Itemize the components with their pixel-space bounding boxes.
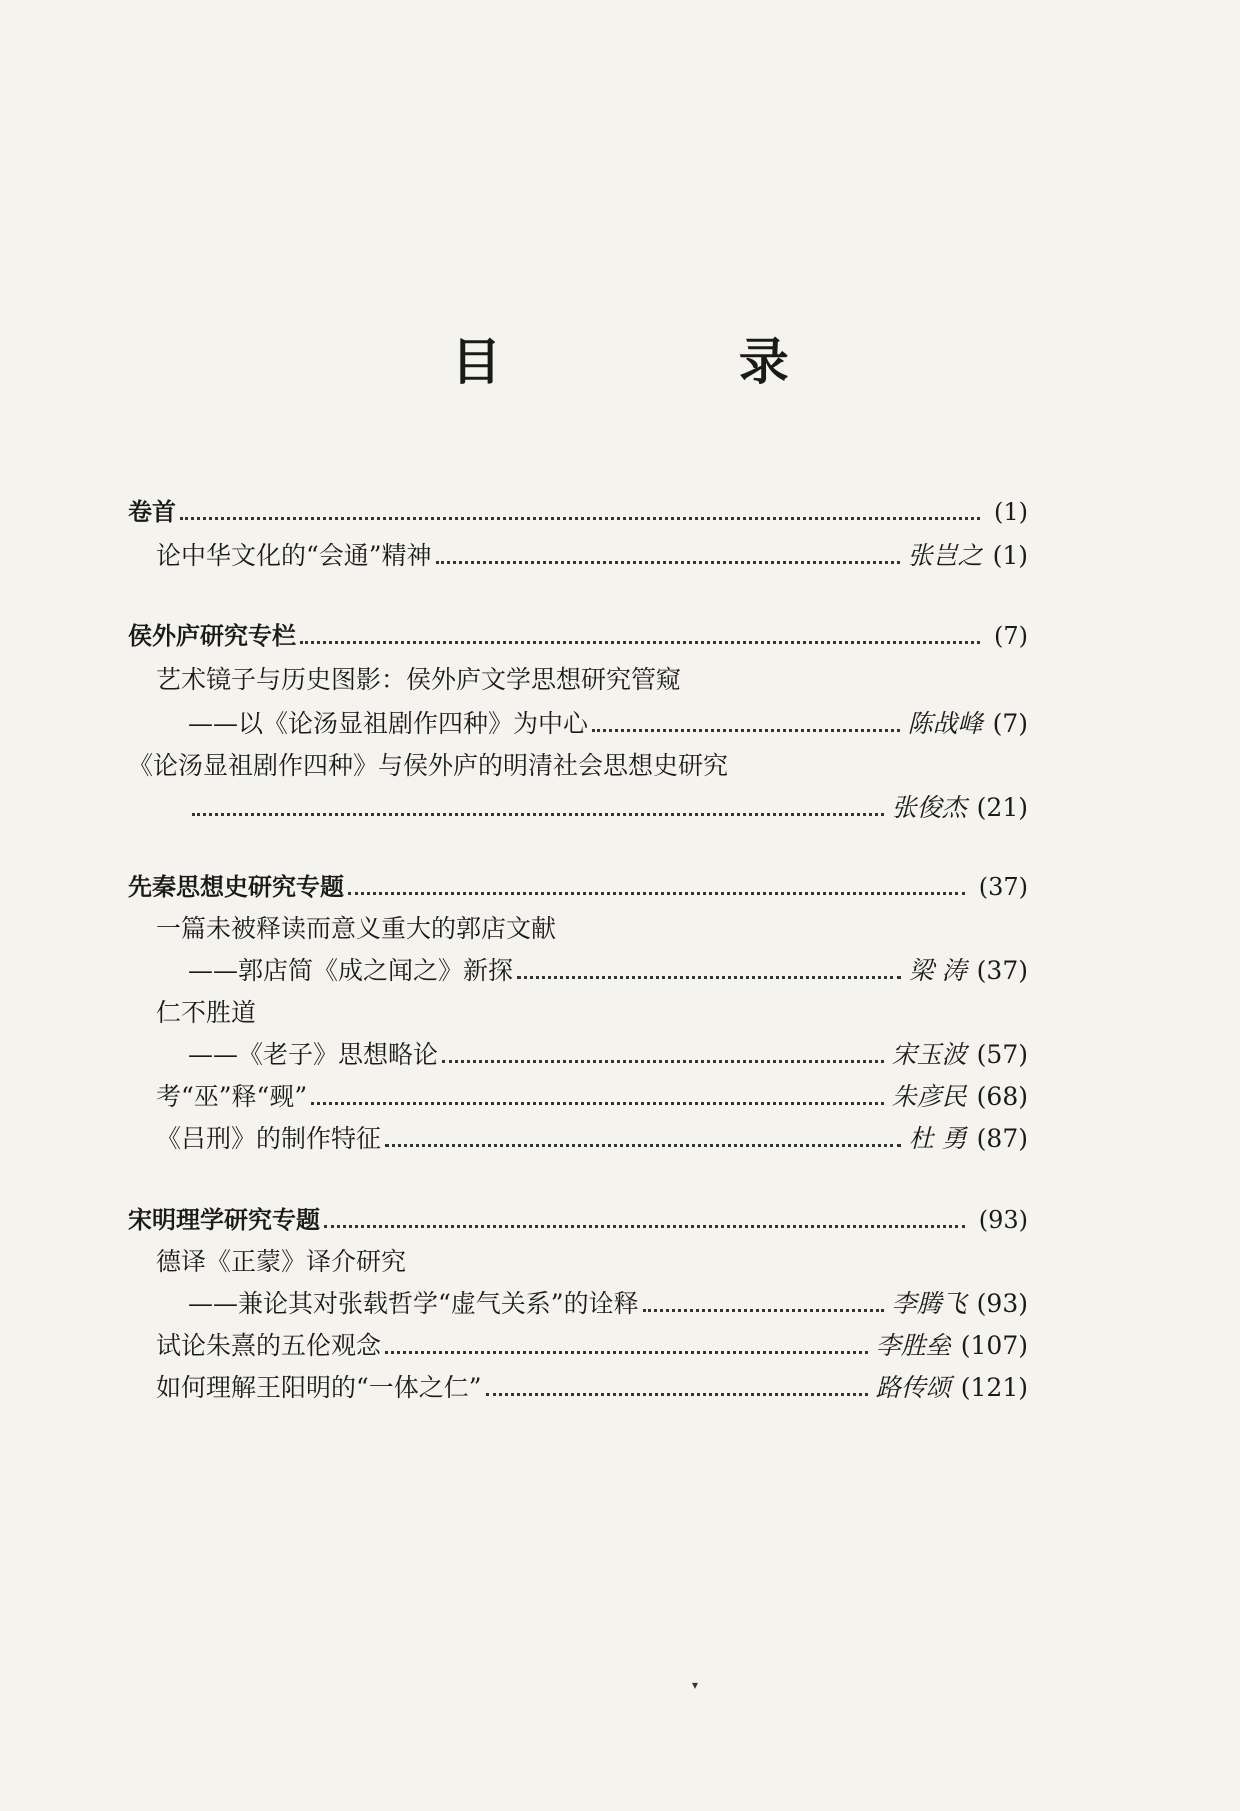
entry-title: 侯外庐研究专栏 bbox=[128, 622, 296, 650]
entry-page: (121) bbox=[960, 1373, 1028, 1402]
entry-author: 张俊杰 bbox=[891, 793, 967, 822]
entry-page: (37) bbox=[976, 956, 1028, 985]
toc-entry-subtitle bbox=[188, 1033, 1028, 1077]
toc-section bbox=[128, 865, 1028, 909]
entry-title: 《论汤显祖剧作四种》与侯外庐的明清社会思想史研究 bbox=[128, 751, 729, 780]
entry-page: (93) bbox=[978, 1206, 1028, 1234]
entry-page: (37) bbox=[978, 873, 1028, 901]
ink-speck: ▾ bbox=[692, 1678, 699, 1692]
entry-author: 张岂之 bbox=[907, 541, 983, 570]
entry-author: 李腾飞 bbox=[891, 1289, 967, 1318]
entry-title: ——郭店简《成之闻之》新探 bbox=[188, 956, 514, 985]
leader-dots bbox=[517, 974, 901, 979]
entry-author: 宋玉波 bbox=[891, 1040, 967, 1069]
toc-entry bbox=[156, 1075, 1028, 1119]
leader-dots bbox=[385, 1349, 868, 1354]
entry-author: 梁 涛 bbox=[908, 956, 967, 985]
toc-entry bbox=[156, 658, 1028, 702]
leader-dots bbox=[180, 515, 980, 520]
leader-dots bbox=[348, 890, 965, 895]
leader-dots bbox=[311, 1100, 884, 1105]
entry-title: 先秦思想史研究专题 bbox=[128, 873, 344, 901]
leader-dots bbox=[442, 1058, 884, 1063]
leader-dots bbox=[324, 1223, 965, 1228]
page-title: 目 录 bbox=[451, 332, 899, 391]
entry-page: (57) bbox=[976, 1040, 1028, 1069]
entry-author: 路传颂 bbox=[875, 1373, 951, 1402]
entry-page: (93) bbox=[976, 1289, 1028, 1318]
toc-entry bbox=[128, 744, 1028, 788]
entry-title: ——《老子》思想略论 bbox=[188, 1040, 439, 1069]
toc-entry bbox=[156, 907, 1028, 951]
toc-section bbox=[128, 614, 1028, 658]
entry-title: 卷首 bbox=[128, 498, 176, 526]
entry-title: ——兼论其对张载哲学“虚气关系”的诠释 bbox=[188, 1289, 639, 1318]
toc-entry bbox=[156, 1240, 1028, 1284]
toc-entry bbox=[156, 1366, 1028, 1410]
leader-dots bbox=[592, 727, 900, 732]
entry-author: 陈战峰 bbox=[907, 709, 983, 738]
entry-title: 如何理解王阳明的“一体之仁” bbox=[156, 1373, 482, 1402]
toc-entry bbox=[156, 1324, 1028, 1368]
toc-entry bbox=[156, 991, 1028, 1035]
entry-title: 论中华文化的“会通”精神 bbox=[156, 541, 432, 570]
entry-author: 杜 勇 bbox=[908, 1124, 967, 1153]
entry-title: ——以《论汤显祖剧作四种》为中心 bbox=[188, 709, 589, 738]
entry-page: (7) bbox=[992, 709, 1028, 738]
entry-page: (87) bbox=[976, 1124, 1028, 1153]
entry-page: (68) bbox=[976, 1082, 1028, 1111]
entry-page: (7) bbox=[994, 622, 1028, 650]
leader-dots bbox=[436, 559, 900, 564]
entry-title: 《吕刑》的制作特征 bbox=[156, 1124, 382, 1153]
toc-entry-continuation bbox=[188, 786, 1028, 830]
toc-entry-subtitle bbox=[188, 702, 1028, 746]
entry-page: (107) bbox=[960, 1331, 1028, 1360]
entry-title: 考“巫”释“觋” bbox=[156, 1082, 308, 1111]
leader-dots bbox=[643, 1307, 884, 1312]
entry-title: 一篇未被释读而意义重大的郭店文献 bbox=[156, 914, 557, 943]
leader-dots bbox=[192, 811, 884, 816]
entry-title: 仁不胜道 bbox=[156, 998, 257, 1027]
leader-dots bbox=[300, 639, 980, 644]
entry-title: 宋明理学研究专题 bbox=[128, 1206, 320, 1234]
toc-entry bbox=[156, 1117, 1028, 1161]
entry-title: 试论朱熹的五伦观念 bbox=[156, 1331, 382, 1360]
entry-title: 德译《正蒙》译介研究 bbox=[156, 1247, 407, 1276]
entry-page: (21) bbox=[976, 793, 1028, 822]
entry-author: 李胜垒 bbox=[875, 1331, 951, 1360]
entry-title: 艺术镜子与历史图影：侯外庐文学思想研究管窥 bbox=[156, 665, 682, 694]
toc-section bbox=[128, 1198, 1028, 1242]
leader-dots bbox=[385, 1142, 901, 1147]
entry-page: (1) bbox=[992, 541, 1028, 570]
entry-author: 朱彦民 bbox=[891, 1082, 967, 1111]
entry-page: (1) bbox=[994, 498, 1028, 526]
toc-entry-subtitle bbox=[188, 1282, 1028, 1326]
leader-dots bbox=[486, 1391, 868, 1396]
toc-entry bbox=[156, 534, 1028, 578]
toc-entry-subtitle bbox=[188, 949, 1028, 993]
toc-section bbox=[128, 490, 1028, 534]
